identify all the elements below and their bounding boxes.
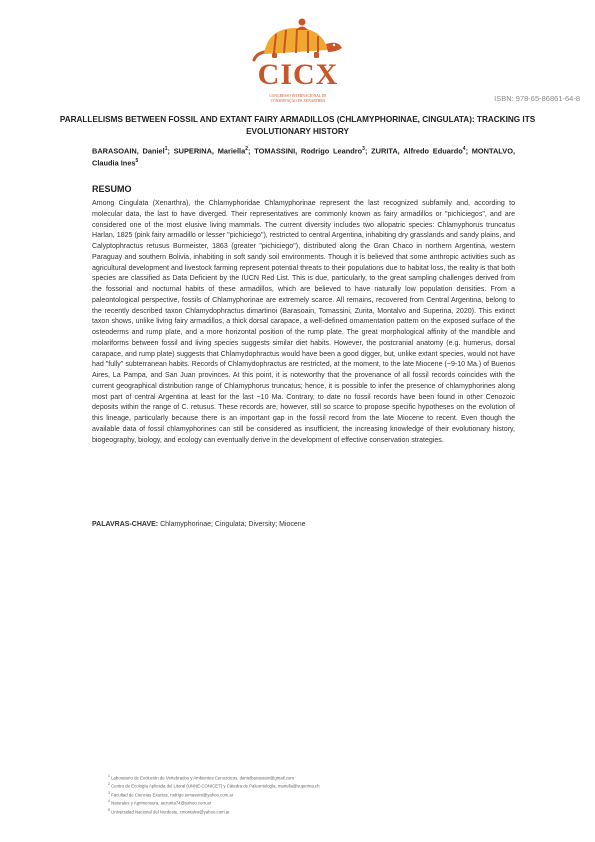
title-line-2: EVOLUTIONARY HISTORY	[246, 127, 349, 136]
footnote-number: 4	[108, 799, 110, 804]
logo-subtitle-line1: CONGRESSO INTERNACIONAL DE	[269, 94, 327, 98]
author-name: SUPERINA, Mariella	[173, 146, 246, 156]
logo-wordmark: CICX	[257, 58, 339, 91]
footnote-text: Facultad de Ciencias Exactas, rodrigo.tomassini@yahoo.com.ar	[109, 792, 234, 798]
title-line-1: PARALLELISMS BETWEEN FOSSIL AND EXTANT FAIRY ARMADILLOS (CHLAMYPHORINAE, CINGULATA): TRACKING ITS	[59, 115, 536, 124]
author-affiliation-marker: 4	[462, 146, 466, 152]
author-affiliation-marker: 5	[135, 158, 139, 165]
author-separator: ;	[167, 146, 174, 156]
abstract-text: Among Cingulata (Xenarthra), the Chlamyphoridae Chlamyphorinae represent the last recognized subfamily and, according to molecular data, the last to have diverged. Their representatives are commonly known as fairy armadillos or "pichiciegos", and are considered one of the most elusive living mammals. The current diversity includes two allopatric species: Chlamyphorus truncatus Harlan, 1825 (pink fairy armadillo or lesser "pichiciego"), restricted to central Argentina, inhabiting dry grasslands and sandy plains, and Calyptophractus retusus Burmeister, 1863 (greater "pichiciego"), distributed along the Gran Chaco in northern Argentina, western Paraguay and southern Bolivia, inhabiting in soft sandy soil environments. Though it is believed that some anthropic activities such as agricultural development and livestock farming represent potential threats to their populations due to habitat loss, the reality is that both species are classified as Data Deficient by the IUCN Red List. This is due, particularly, to the great sampling challenges derived from the fossorial and nocturnal habits of these armadillos, which are believed to have naturally low population densities. From a paleontological perspective, fossils of Chlamyphorinae are extremely scarce. All remains, recovered from Central Argentina, belong to the recently described taxon Chlamydophractus dimartinoi (Barasoain, Tomassini, Zurita, Montalvo and Superina, 2020). This extinct taxon shows, unlike living fairy armadillos, a thick dorsal carapace, a well-defined ornamentation pattern on the exposed surface of the osteoderms and rump plate, and a more horizontal position of the rump plate. The great morphological affinity of the mandible and molariforms between fossil and living species suggests similar diet habits. However, the postcranial anatomy (e.g. humerus, dorsal carapace, and rump plate) suggests that Chlamydophractus would have been a good digger, but, unlike extant species, would not have had "fully" subterranean habits. Records of Chlamydophractus are restricted, at the moment, to the late Miocene (~9-10 Ma.) of Buenos Aires, La Pampa, and San Juan provinces. At this point, it is noteworthy that the provenance of all fossil records coincides with the current geographical distribution range of Chlamyphorus truncatus; hence, it is possible to infer the presence of chlamyphorines along most part of central Argentina at least for the last ~10 Ma. Contrary, to date no fossil records have been found in other Cenozoic deposits within the range of C. retusus. These records are, however, still so scarce to propose specific hypotheses on the evolution of this lineage, particularly because there is an important gap in the fossil record from the late Miocene to recent. Even though the available data of fossil chlamyphorines can still be considered as insufficient, the increasing knowledge of their evolutionary history, biogeography, biology, and ecology can eventually derive in the development of effective conservation strategies.	[92, 200, 515, 444]
keywords-list: Chlamyphorinae; Cingulata; Diversity; Miocene	[158, 521, 306, 528]
isbn-label: ISBN: 978-65-86861-64-8	[494, 94, 580, 103]
paper-title	[28, 114, 567, 138]
footnotes	[108, 773, 468, 815]
author-separator: ;	[465, 146, 472, 156]
author-separator: ;	[248, 146, 255, 156]
footnote-number: 3	[108, 790, 110, 795]
footnote-number: 1	[108, 774, 110, 778]
footnote-text: Laboratorio de Evolución de Vertebrados y Ambientes Cenozoicos, danielbarasoain@gmail.com	[109, 775, 294, 781]
footnote-number: 2	[108, 782, 110, 787]
keywords-line	[92, 521, 515, 528]
author-separator: ;	[364, 146, 372, 156]
author-name: TOMASSINI, Rodrigo Leandro	[254, 146, 363, 156]
footnote-text: Naturales y Agrimensura, aezurita74@yahoo.com.ar	[109, 800, 212, 806]
footnote	[108, 798, 468, 806]
author-name: BARASOAIN, Daniel	[92, 146, 165, 156]
footnote	[108, 781, 468, 789]
author-affiliation-marker: 1	[164, 146, 168, 152]
footnote	[108, 807, 468, 815]
keywords-label: PALAVRAS-CHAVE:	[92, 521, 159, 528]
footnote-text: Centro de Ecología Aplicada del Litoral (UNNE-CONICET) y Cátedra de Paleontología, mariella@superina.ch	[109, 783, 320, 789]
author-affiliation-marker: 2	[245, 146, 249, 152]
author-list	[92, 144, 515, 169]
footnote	[108, 773, 468, 781]
cicx-logo	[250, 18, 346, 108]
footnote	[108, 790, 468, 798]
author-affiliation-marker: 3	[362, 146, 365, 152]
section-heading-resumo: RESUMO	[92, 184, 132, 194]
footnote-text: Universidad Nacional del Nordeste, cmontalvo@yahoo.com.ar	[109, 809, 230, 815]
author-name: MONTALVO, Claudia Ines	[92, 146, 516, 168]
logo-subtitle-line2: CONSERVAÇÃO DE XENARTHRA	[270, 99, 326, 103]
footnote-number: 5	[108, 807, 110, 812]
author-name: ZURITA, Alfredo Eduardo	[371, 146, 463, 156]
